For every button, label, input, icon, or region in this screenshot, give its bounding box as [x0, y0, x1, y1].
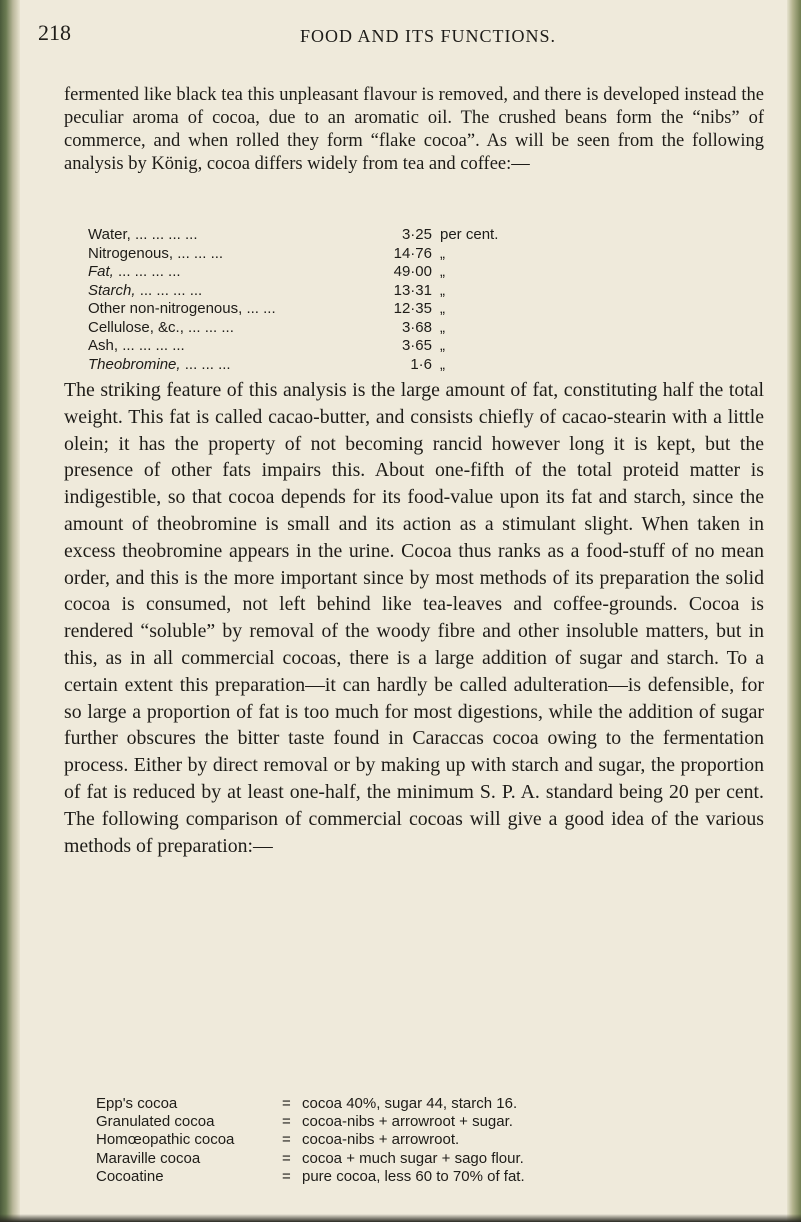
analysis-value: 13·31 [393, 281, 432, 299]
page-bottom-edge [0, 1214, 801, 1222]
analysis-value: 3·65 [401, 337, 432, 354]
leader-dots: ... ... ... ... [139, 281, 203, 299]
analysis-row [88, 226, 648, 245]
analysis-unit: „ [440, 318, 445, 336]
analysis-row [88, 245, 648, 264]
equals-sign: = [282, 1113, 291, 1131]
analysis-unit: „ [440, 281, 445, 299]
leader-dots: ... ... [246, 300, 276, 317]
analysis-row [88, 300, 648, 319]
leader-dots: ... ... ... [188, 318, 234, 336]
analysis-row [88, 282, 648, 301]
analysis-unit: „ [440, 355, 445, 373]
comparison-row [96, 1095, 736, 1113]
equals-sign: = [282, 1167, 291, 1185]
cocoa-name: Homœopathic cocoa [96, 1131, 235, 1149]
cocoa-composition: cocoa 40%, sugar 44, starch 16. [302, 1095, 518, 1112]
leader-dots: ... ... ... ... [122, 337, 185, 354]
cocoa-composition: cocoa-nibs + arrowroot. [302, 1131, 460, 1149]
analysis-row [88, 356, 648, 375]
cocoa-composition: pure cocoa, less 60 to 70% of fat. [302, 1167, 525, 1185]
analysis-row [88, 337, 648, 356]
analysis-value: 3·25 [401, 226, 432, 243]
leader-dots: ... ... ... ... [118, 263, 181, 280]
comparison-row [96, 1113, 736, 1131]
analysis-value: 3·68 [401, 318, 432, 336]
cocoa-name: Maraville cocoa [96, 1149, 201, 1167]
equals-sign: = [282, 1095, 291, 1112]
analysis-label: Cellulose, &c., [88, 318, 184, 336]
analysis-label: Water, [88, 226, 131, 243]
analysis-value: 1·6 [410, 355, 432, 373]
analysis-label: Fat, [88, 263, 114, 280]
analysis-unit: „ [440, 244, 445, 262]
equals-sign: = [282, 1149, 291, 1167]
analysis-unit: per cent. [440, 226, 499, 243]
cocoa-composition: cocoa + much sugar + sago flour. [302, 1149, 524, 1167]
running-head: FOOD AND ITS FUNCTIONS. [300, 26, 557, 46]
leader-dots: ... ... ... ... [134, 226, 198, 243]
comparison-row [96, 1131, 736, 1149]
comparison-row [96, 1168, 736, 1186]
page-number: 218 [38, 20, 71, 45]
cocoa-comparison-list [96, 1095, 736, 1186]
cocoa-name: Cocoatine [96, 1167, 164, 1185]
analysis-unit: „ [440, 337, 445, 354]
analysis-value: 49·00 [393, 263, 432, 280]
leader-dots: ... ... ... [184, 355, 231, 373]
cocoa-composition: cocoa-nibs + arrowroot + sugar. [302, 1113, 513, 1131]
paragraph-1: fermented like black tea this unpleasant flavour is removed, and there is developed instead the peculiar aroma of cocoa, due to an aromatic oil. The crushed beans form the “nibs” of commerce, and when rolled they form “flake cocoa”. As will be seen from the following analysis by König, cocoa differs widely from tea and coffee:— [64, 85, 764, 174]
analysis-label: Starch, [88, 281, 136, 299]
page-binding-right [787, 0, 801, 1222]
cocoa-name: Epp's cocoa [96, 1095, 178, 1112]
analysis-value: 14·76 [393, 244, 432, 262]
analysis-label: Theobromine, [88, 355, 181, 373]
analysis-value: 12·35 [393, 300, 432, 317]
cocoa-name: Granulated cocoa [96, 1113, 215, 1131]
page-binding-left [0, 0, 20, 1222]
analysis-label: Ash, [88, 337, 119, 354]
analysis-unit: „ [440, 263, 445, 280]
analysis-table [88, 226, 648, 374]
analysis-unit: „ [440, 300, 445, 317]
analysis-label: Nitrogenous, [88, 244, 174, 262]
analysis-row [88, 263, 648, 282]
leader-dots: ... ... ... [177, 244, 224, 262]
comparison-row [96, 1150, 736, 1168]
equals-sign: = [282, 1131, 291, 1149]
paragraph-2: The striking feature of this analysis is the large amount of fat, constituting half the total weight. This fat is called cacao-butter, and consists chiefly of cacao-stearin with a little olein; it has the property of not becoming rancid however long it is kept, but the presence of other fats impairs this. About one-fifth of the total proteid matter is indigestible, so that cocoa depends for its food-value upon its fat and starch, since the amount of theobromine is small and its action as a stimulant slight. When taken in excess theobromine appears in the urine. Cocoa thus ranks as a food-stuff of no mean order, and this is the more important since by most methods of its preparation the solid cocoa is consumed, not left behind like tea-leaves and coffee-grounds. Cocoa is rendered “soluble” by removal of the woody fibre and other insoluble matters, but in this, as in all commercial cocoas, there is a large addition of sugar and starch. To a certain extent this preparation—it can hardly be called adulteration—is defensible, for so large a proportion of fat is too much for most digestions, while the addition of sugar further obscures the bitter taste found in Caraccas cocoa owing to the fermentation process. Either by direct removal or by making up with starch and sugar, the proportion of fat is reduced by at least one-half, the minimum S. P. A. standard being 20 per cent. The following comparison of commercial cocoas will give a good idea of the various methods of preparation:— [64, 379, 764, 857]
analysis-label: Other non-nitrogenous, [88, 300, 243, 317]
analysis-row [88, 319, 648, 338]
